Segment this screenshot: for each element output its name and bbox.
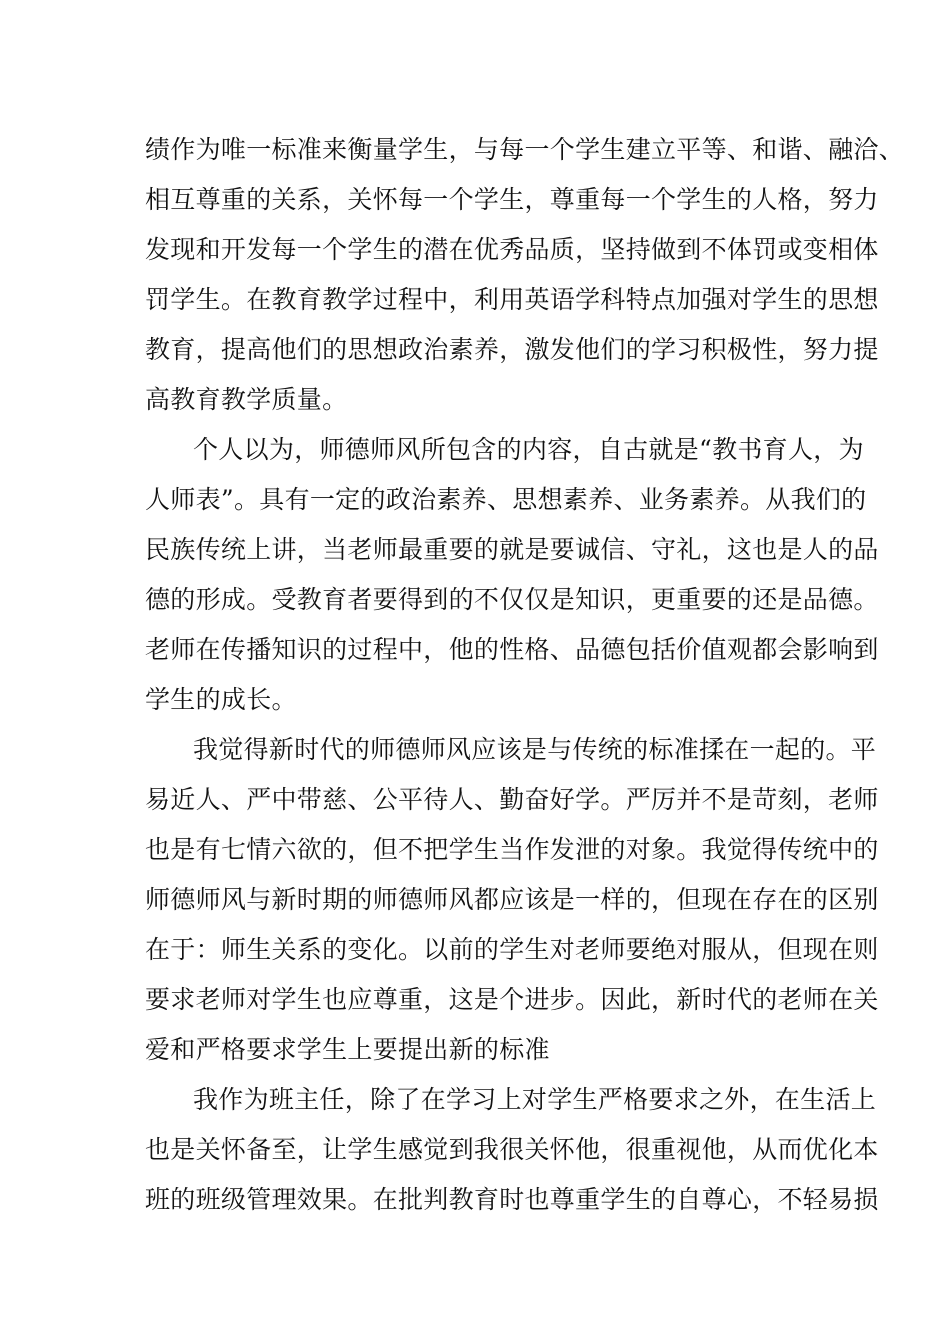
text-line: 易近人、严中带慈、公平待人、勤奋好学。严厉并不是苛刻，老师 [145,785,879,814]
text-line: 师德师风与新时期的师德师风都应该是一样的，但现在存在的区别 [145,885,879,914]
text-line: 班的班级管理效果。在批判教育时也尊重学生的自尊心，不轻易损 [145,1185,879,1214]
text-line: 学生的成长。 [145,685,297,714]
paragraph-first-line: 我觉得新时代的师德师风应该是与传统的标准揉在一起的。平 [193,735,877,764]
text-line: 相互尊重的关系，关怀每一个学生，尊重每一个学生的人格，努力 [145,185,879,214]
text-line: 绩作为唯一标准来衡量学生，与每一个学生建立平等、和谐、融洽、 [145,135,905,164]
text-line: 也是有七情六欲的，但不把学生当作发泄的对象。我觉得传统中的 [145,835,879,864]
text-line: 爱和严格要求学生上要提出新的标准 [145,1035,550,1064]
text-line: 德的形成。受教育者要得到的不仅仅是知识，更重要的还是品德。 [145,585,879,614]
text-line: 罚学生。在教育教学过程中，利用英语学科特点加强对学生的思想 [145,285,879,314]
text-line: 老师在传播知识的过程中，他的性格、品德包括价值观都会影响到 [145,635,879,664]
text-line: 人师表”。具有一定的政治素养、思想素养、业务素养。从我们的 [145,485,867,514]
text-line: 在于：师生关系的变化。以前的学生对老师要绝对服从，但现在则 [145,935,879,964]
text-line: 要求老师对学生也应尊重，这是个进步。因此，新时代的老师在关 [145,985,879,1014]
text-line: 民族传统上讲，当老师最重要的就是要诚信、守礼，这也是人的品 [145,535,879,564]
paragraph-first-line: 个人以为，师德师风所包含的内容，自古就是“教书育人，为 [193,435,864,464]
text-line: 也是关怀备至，让学生感觉到我很关怀他，很重视他，从而优化本 [145,1135,879,1164]
paragraph-first-line: 我作为班主任，除了在学习上对学生严格要求之外，在生活上 [193,1085,877,1114]
text-line: 教育，提高他们的思想政治素养，激发他们的学习积极性，努力提 [145,335,879,364]
text-line: 发现和开发每一个学生的潜在优秀品质，坚持做到不体罚或变相体 [145,235,879,264]
text-line: 高教育教学质量。 [145,385,348,414]
body-text [145,125,905,1225]
